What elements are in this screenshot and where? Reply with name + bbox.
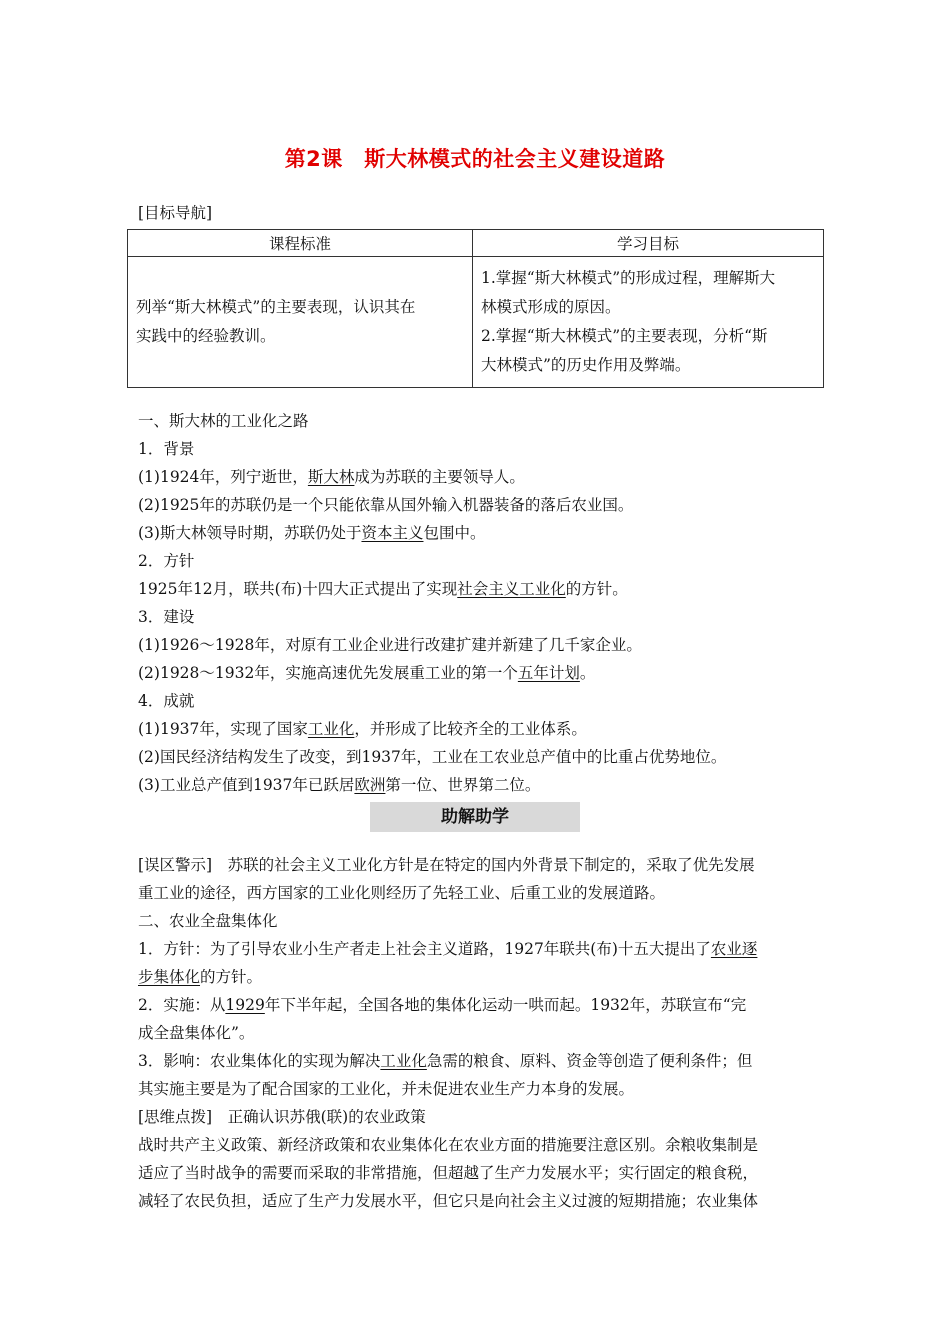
table-row: [128, 257, 824, 388]
header-standard: 课程标准: [128, 230, 473, 257]
text: 第一位、世界第二位。: [385, 776, 541, 794]
lesson-title: 第2课 斯大林模式的社会主义建设道路: [284, 147, 666, 171]
goal-line: 2.掌握“斯大林模式”的主要表现，分析“斯: [481, 327, 768, 345]
collectivization-policy-line-2: [138, 967, 838, 987]
collectivization-policy-line-1: [138, 939, 838, 959]
text: 的方针。: [200, 968, 263, 986]
background-item-1: [138, 467, 838, 487]
text: (1)1937年，实现了国家: [138, 720, 308, 738]
text: 的方针。: [565, 580, 628, 598]
warning-line-2: 重工业的途径，西方国家的工业化则经历了先轻工业、后重工业的发展道路。: [138, 884, 666, 902]
goal-line: 1.掌握“斯大林模式”的形成过程，理解斯大: [481, 269, 776, 287]
thinking-line-3: 减轻了农民负担，适应了生产力发展水平，但它只是向社会主义过渡的短期措施；农业集体: [138, 1192, 759, 1210]
standard-line: 列举“斯大林模式”的主要表现，认识其在: [136, 298, 416, 316]
text: 2．实施：从: [138, 996, 226, 1014]
policy-text: [138, 579, 838, 599]
section2-heading: 二、农业全盘集体化: [138, 912, 278, 930]
standard-cell: [128, 257, 473, 388]
background-item-3: [138, 523, 838, 543]
goal-cell: [473, 257, 824, 388]
table-header-row: [128, 230, 824, 257]
key-term: 斯大林: [307, 468, 355, 486]
key-term: 步集体化: [138, 968, 201, 986]
text: 。: [579, 664, 596, 682]
header-goal: 学习目标: [473, 230, 824, 257]
text: 1925年12月，联共(布)十四大正式提出了实现: [138, 580, 458, 598]
text: (3)斯大林领导时期，苏联仍处于: [138, 524, 362, 542]
key-term: 农业逐: [710, 940, 758, 958]
text: 成为苏联的主要领导人。: [354, 468, 525, 486]
key-term: 资本主义: [361, 524, 424, 542]
achievement-item-3: [138, 775, 838, 795]
key-term: 工业化: [307, 720, 355, 738]
collectivization-impl-line-2: 成全盘集体化”。: [138, 1024, 255, 1042]
study-aid-banner: 助解助学: [370, 802, 580, 832]
standard-line: 实践中的经验教训。: [136, 327, 276, 345]
objectives-table: [127, 229, 824, 388]
text: (1)1924年，列宁逝世，: [138, 468, 308, 486]
key-term: 工业化: [380, 1052, 427, 1070]
build-item-2: [138, 663, 838, 683]
build-item-1: (1)1926～1928年，对原有工业企业进行改建扩建并新建了几千家企业。: [138, 636, 642, 654]
thinking-line-1: 战时共产主义政策、新经济政策和农业集体化在农业方面的措施要注意区别。余粮收集制是: [138, 1136, 759, 1154]
warning-line-1: [误区警示] 苏联的社会主义工业化方针是在特定的国内外背景下制定的，采取了优先发展: [138, 856, 755, 874]
goal-line: 林模式形成的原因。: [481, 298, 621, 316]
achievement-item-1: [138, 719, 838, 739]
text: 1．方针：为了引导农业小生产者走上社会主义道路，1927年联共(布)十五大提出了: [138, 940, 711, 958]
key-term: 欧洲: [354, 776, 386, 794]
text: (3)工业总产值到1937年已跃居: [138, 776, 355, 794]
collectivization-impact-line-1: [138, 1051, 838, 1071]
text: 包围中。: [423, 524, 486, 542]
nav-label: [目标导航]: [138, 204, 213, 222]
thinking-line-2: 适应了当时战争的需要而采取的非常措施，但超越了生产力发展水平；实行固定的粮食税，: [138, 1164, 759, 1182]
thinking-heading: [思维点拨] 正确认识苏俄(联)的农业政策: [138, 1108, 426, 1126]
achievement-item-2: (2)国民经济结构发生了改变，到1937年，工业在工农业总产值中的比重占优势地位。: [138, 748, 727, 766]
background-heading: 1．背景: [138, 440, 195, 458]
achievement-heading: 4．成就: [138, 692, 195, 710]
background-item-2: (2)1925年的苏联仍是一个只能依靠从国外输入机器装备的落后农业国。: [138, 496, 634, 514]
policy-heading: 2．方针: [138, 552, 195, 570]
collectivization-impact-line-2: 其实施主要是为了配合国家的工业化，并未促进农业生产力本身的发展。: [138, 1080, 635, 1098]
key-term: 社会主义工业化: [457, 580, 566, 598]
text: ，并形成了比较齐全的工业体系。: [354, 720, 587, 738]
text: 3．影响：农业集体化的实现为解决: [138, 1052, 381, 1070]
text: 年下半年起，全国各地的集体化运动一哄而起。1932年，苏联宣布“完: [264, 996, 747, 1014]
text: 急需的粮食、原料、资金等创造了便利条件；但: [426, 1052, 753, 1070]
goal-line: 大林模式”的历史作用及弊端。: [481, 356, 691, 374]
collectivization-impl-line-1: [138, 995, 838, 1015]
build-heading: 3．建设: [138, 608, 195, 626]
text: (2)1928～1932年，实施高速优先发展重工业的第一个: [138, 664, 518, 682]
key-term: 五年计划: [517, 664, 580, 682]
key-term: 1929: [225, 996, 265, 1014]
section1-heading: 一、斯大林的工业化之路: [138, 412, 309, 430]
